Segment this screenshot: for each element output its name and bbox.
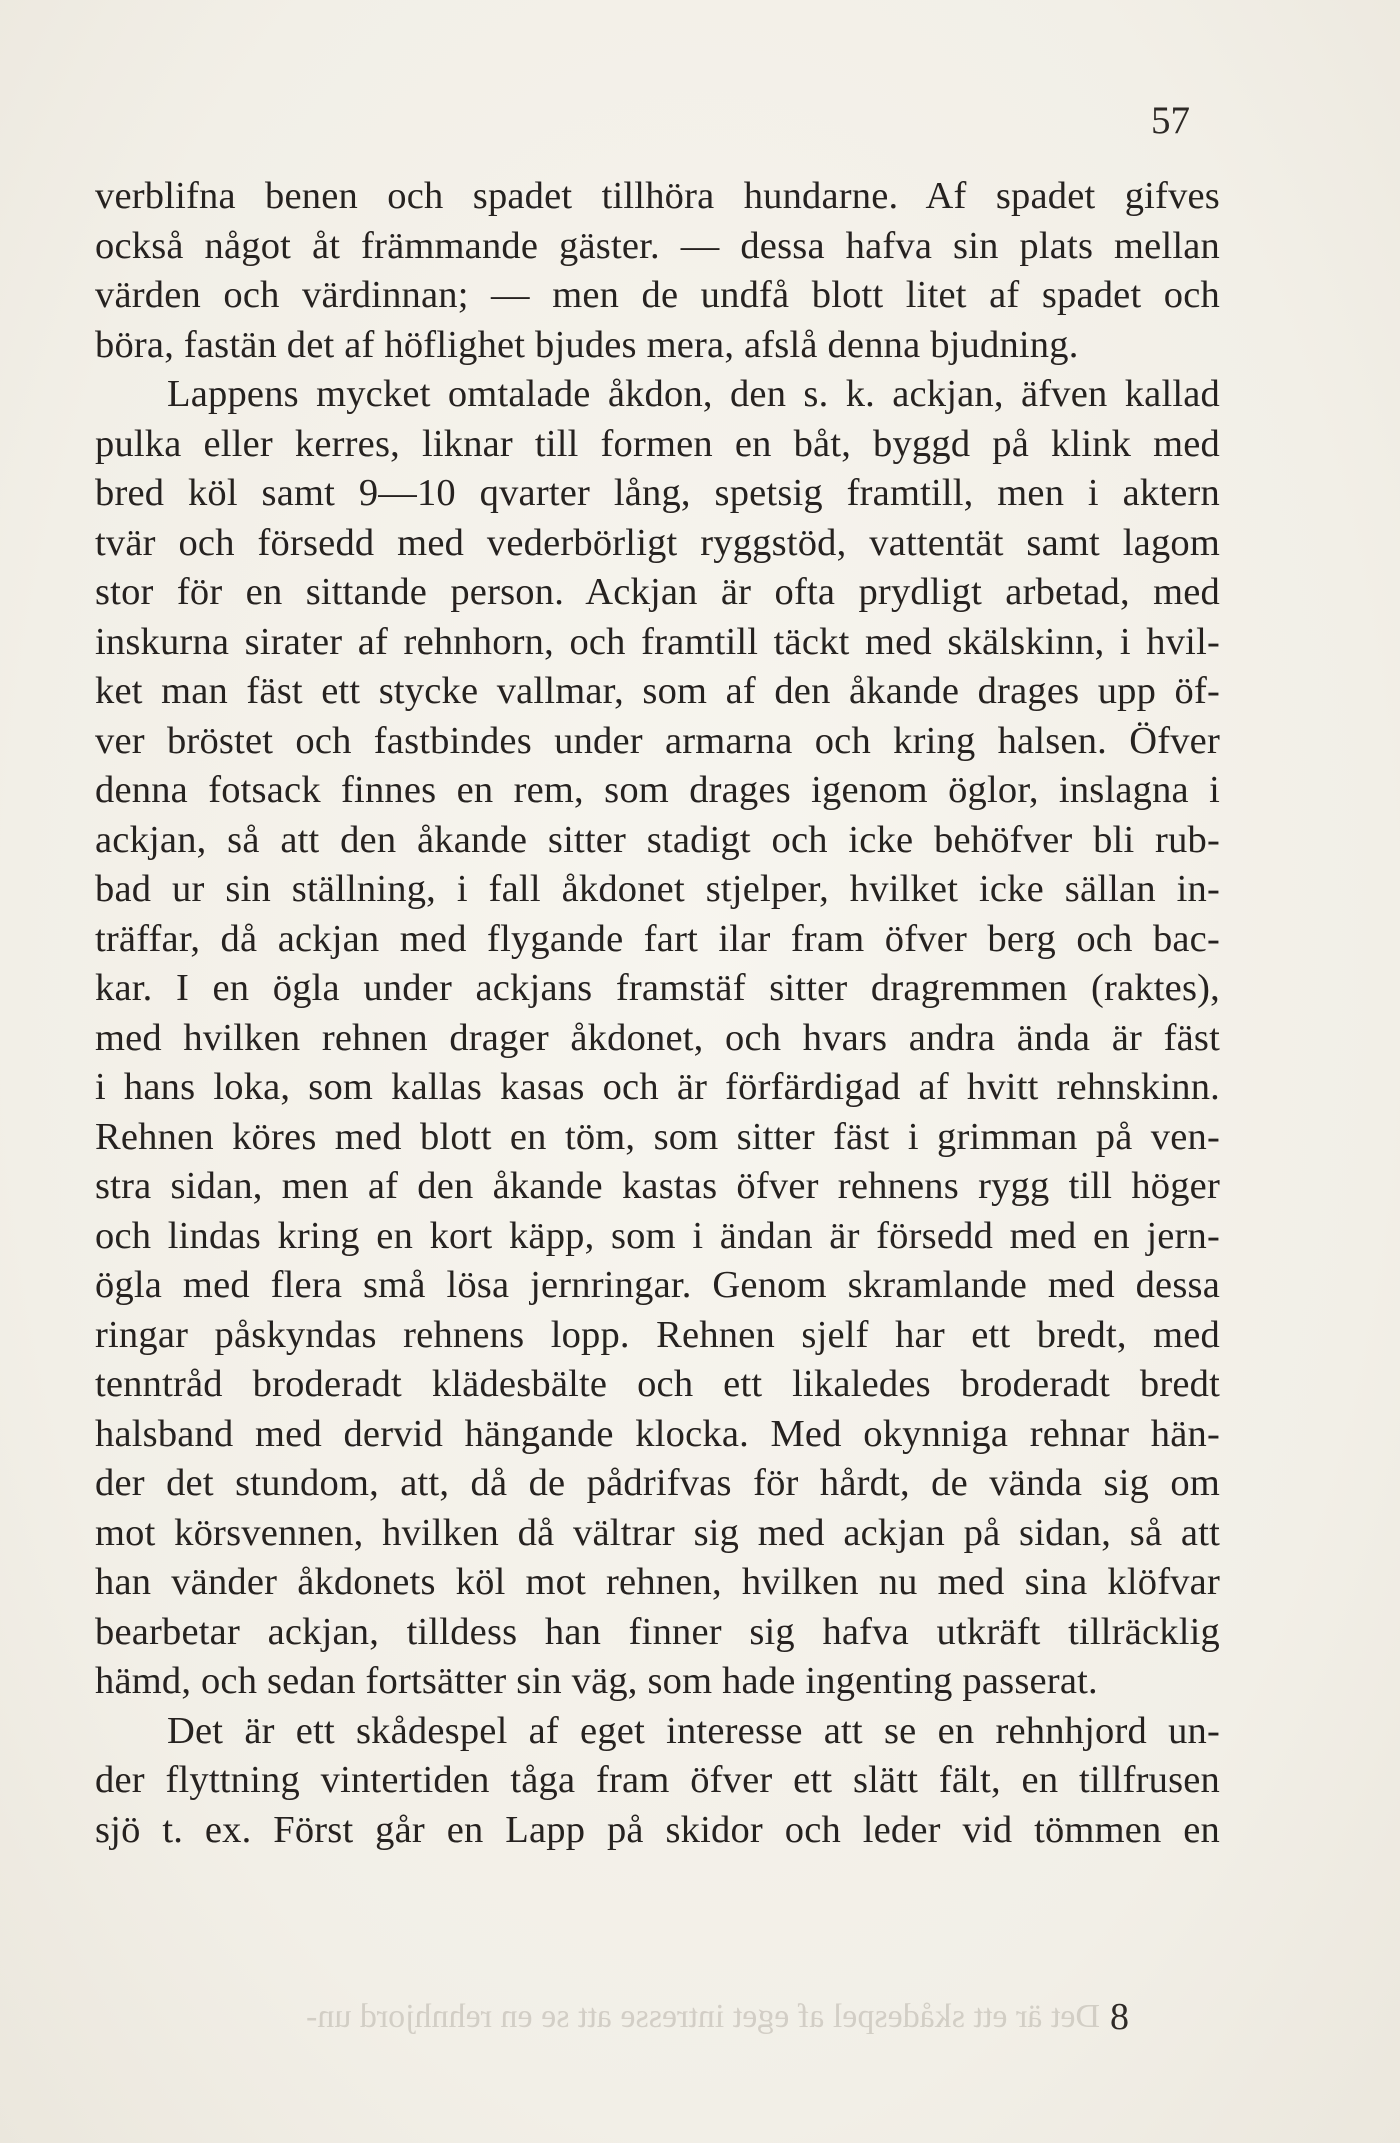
text-line-9: stor för en sittande person. Ackjan är ofta prydligt arbetad, med bbox=[95, 571, 1220, 613]
text-line-15: bad ur sin ställning, i fall åkdonet stjelper, hvilket icke sällan in- bbox=[95, 868, 1220, 910]
text-line-20: Rehnen köres med blott en töm, som sitter fäst i grimman på ven- bbox=[95, 1115, 1220, 1158]
bleed-through-text: Det är ett skådespel af eget intresse att se en rehnhjord un- bbox=[306, 1998, 1100, 2035]
text-line-6: pulka eller kerres, liknar till formen en båt, byggd på klink med bbox=[95, 422, 1220, 465]
text-line-3: värden och värdinnan; — men de undfå blott litet af spadet och bbox=[95, 274, 1220, 316]
text-line-8: tvär och försedd med vederbörligt ryggstöd, vattentät samt lagom bbox=[95, 521, 1220, 564]
text-line-16: träffar, då ackjan med flygande fart ilar fram öfver berg och bac- bbox=[95, 917, 1220, 960]
page-number: 57 bbox=[1151, 99, 1190, 142]
text-line-31: hämd, och sedan fortsätter sin väg, som hade ingenting passerat. bbox=[95, 1660, 1098, 1702]
text-line-27: der det stundom, att, då de pådrifvas för hårdt, de vända sig om bbox=[95, 1462, 1220, 1504]
text-line-7: bred köl samt 9—10 qvarter lång, spetsig framtill, men i aktern bbox=[95, 472, 1220, 514]
text-line-23: ögla med flera små lösa jernringar. Genom skramlande med dessa bbox=[95, 1264, 1220, 1306]
text-line-25: tenntråd broderadt klädesbälte och ett likaledes broderadt bredt bbox=[95, 1363, 1220, 1405]
text-line-10: inskurna sirater af rehnhorn, och framtill täckt med skälskinn, i hvil- bbox=[95, 620, 1220, 663]
text-line-21: stra sidan, men af den åkande kastas öfver rehnens rygg till höger bbox=[95, 1165, 1220, 1207]
text-line-22: och lindas kring en kort käpp, som i ändan är försedd med en jern- bbox=[95, 1214, 1220, 1257]
text-line-33: der flyttning vintertiden tåga fram öfver ett slätt fält, en tillfrusen bbox=[95, 1759, 1220, 1801]
text-line-11: ket man fäst ett stycke vallmar, som af den åkande drages upp öf- bbox=[95, 670, 1220, 712]
text-line-1: verblifna benen och spadet tillhöra hundarne. Af spadet gifves bbox=[95, 175, 1220, 217]
text-line-13: denna fotsack finnes en rem, som drages igenom öglor, inslagna i bbox=[95, 769, 1220, 811]
text-line-5: Lappens mycket omtalade åkdon, den s. k. ackjan, äfven kallad bbox=[167, 373, 1220, 415]
text-line-17: kar. I en ögla under ackjans framstäf sitter dragremmen (raktes), bbox=[95, 967, 1220, 1009]
text-line-24: ringar påskyndas rehnens lopp. Rehnen sjelf har ett bredt, med bbox=[95, 1313, 1220, 1356]
text-line-19: i hans loka, som kallas kasas och är förfärdigad af hvitt rehnskinn. bbox=[95, 1066, 1220, 1108]
text-line-12: ver bröstet och fastbindes under armarna och kring halsen. Öfver bbox=[95, 719, 1220, 762]
text-line-2: också något åt främmande gäster. — dessa hafva sin plats mellan bbox=[95, 224, 1220, 267]
text-line-30: bearbetar ackjan, tilldess han finner sig hafva utkräft tillräcklig bbox=[95, 1610, 1220, 1653]
signature-mark: 8 bbox=[1110, 1996, 1129, 2038]
text-line-4: böra, fastän det af höflighet bjudes mera, afslå denna bjudning. bbox=[95, 323, 1079, 366]
text-line-28: mot körsvennen, hvilken då vältrar sig med ackjan på sidan, så att bbox=[95, 1511, 1220, 1554]
text-line-32: Det är ett skådespel af eget interesse att se en rehnhjord un- bbox=[167, 1709, 1220, 1752]
text-line-14: ackjan, så att den åkande sitter stadigt och icke behöfver bli rub- bbox=[95, 818, 1220, 861]
body-text bbox=[95, 172, 1220, 1855]
text-line-18: med hvilken rehnen drager åkdonet, och hvars andra ända är fäst bbox=[95, 1016, 1220, 1059]
text-line-34: sjö t. ex. Först går en Lapp på skidor och leder vid tömmen en bbox=[95, 1808, 1220, 1851]
text-line-29: han vänder åkdonets köl mot rehnen, hvilken nu med sina klöfvar bbox=[95, 1561, 1220, 1603]
text-line-26: halsband med dervid hängande klocka. Med okynniga rehnar hän- bbox=[95, 1412, 1220, 1455]
